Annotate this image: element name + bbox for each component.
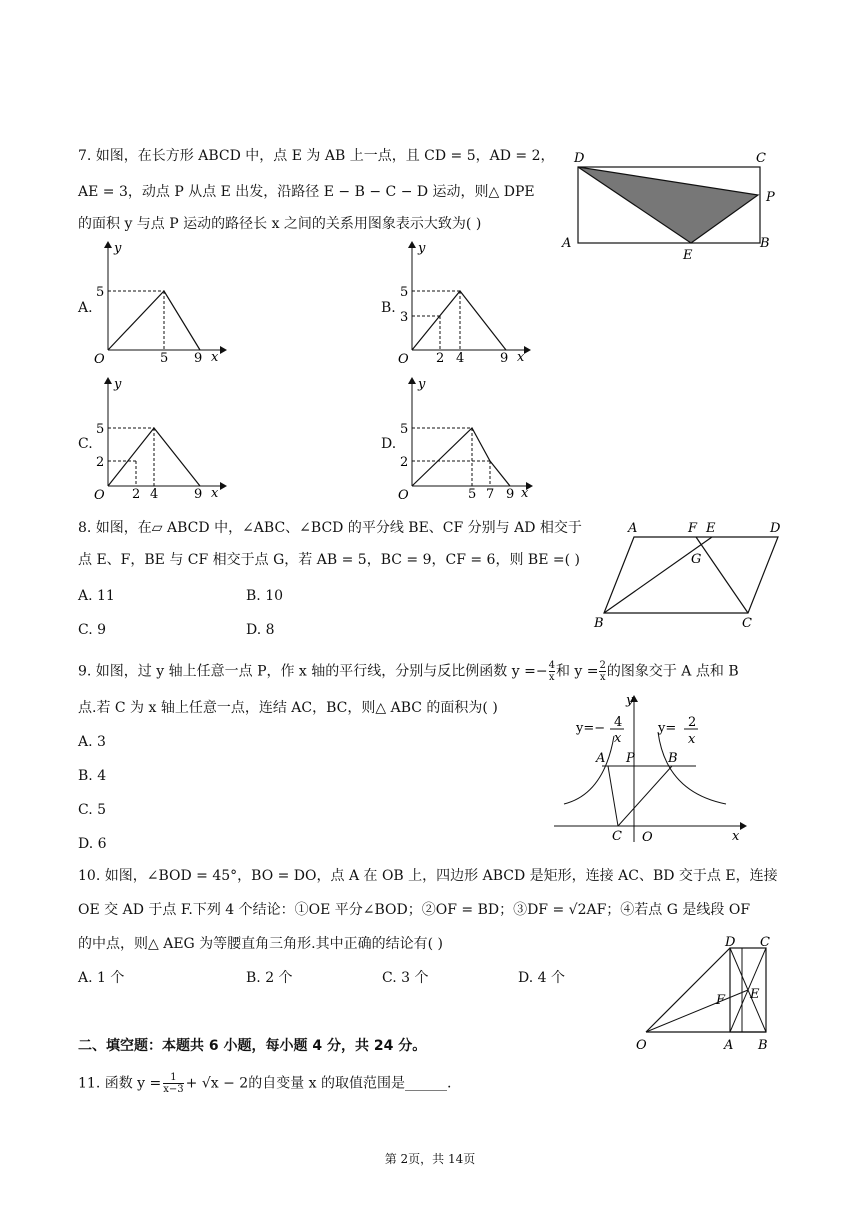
q9-option-a[interactable]: A. 3 xyxy=(78,734,106,750)
svg-text:B: B xyxy=(594,616,604,631)
svg-text:y: y xyxy=(418,241,426,256)
svg-text:3: 3 xyxy=(400,310,409,325)
svg-text:5: 5 xyxy=(96,422,105,437)
svg-text:4: 4 xyxy=(150,487,159,501)
svg-text:7: 7 xyxy=(486,487,495,501)
svg-text:5: 5 xyxy=(160,351,169,365)
svg-text:2: 2 xyxy=(96,455,105,470)
svg-text:O: O xyxy=(636,1038,647,1053)
svg-text:5: 5 xyxy=(468,487,477,501)
svg-text:x: x xyxy=(517,350,525,365)
q7-option-c-graph xyxy=(92,376,227,501)
svg-text:y: y xyxy=(626,693,634,708)
svg-text:y: y xyxy=(418,377,426,392)
svg-text:A: A xyxy=(628,521,638,536)
q10-option-c[interactable]: C. 3 个 xyxy=(382,970,429,986)
q7-option-a-label[interactable]: A. xyxy=(78,300,93,316)
svg-text:A: A xyxy=(596,751,606,766)
svg-text:9: 9 xyxy=(194,351,203,365)
q9-option-b[interactable]: B. 4 xyxy=(78,768,107,784)
svg-text:P: P xyxy=(626,751,635,766)
q10-option-a[interactable]: A. 1 个 xyxy=(78,970,125,986)
svg-text:5: 5 xyxy=(400,422,409,437)
q9-option-c[interactable]: C. 5 xyxy=(78,802,107,818)
q7-label-d: D xyxy=(574,151,585,166)
q8-line1: 8. 如图，在▱ ABCD 中，∠ABC、∠BCD 的平分线 BE、CF 分别与 AD 相交于 xyxy=(78,520,582,536)
q10-option-d[interactable]: D. 4 个 xyxy=(518,970,565,986)
svg-text:O: O xyxy=(398,352,409,365)
q7-label-e: E xyxy=(683,248,693,263)
svg-text:9: 9 xyxy=(500,351,509,365)
svg-text:5: 5 xyxy=(400,285,409,300)
q7-option-b-graph xyxy=(396,240,531,365)
svg-text:F: F xyxy=(716,993,726,1008)
svg-text:y=: y= xyxy=(658,721,677,736)
q11-line: 11. 函数 y = $\frac{1}{x-3}$ + √x − 2的自变量 x 的取值范围是______. xyxy=(78,1072,452,1095)
svg-text:C: C xyxy=(760,935,770,950)
q8-parallelogram-figure xyxy=(590,515,790,635)
q7-line3: 的面积 y 与点 P 运动的路径长 x 之间的关系用图象表示大致为( ) xyxy=(78,216,482,232)
svg-text:O: O xyxy=(94,488,105,501)
svg-text:x: x xyxy=(688,732,696,747)
q7-option-b-label[interactable]: B. xyxy=(381,300,396,316)
q8-option-a[interactable]: A. 11 xyxy=(78,588,115,604)
q7-label-a: A xyxy=(562,236,572,251)
q8-option-c[interactable]: C. 9 xyxy=(78,622,107,638)
svg-text:y: y xyxy=(114,377,122,392)
svg-text:O: O xyxy=(642,830,653,845)
svg-text:x: x xyxy=(211,486,219,501)
q10-line3: 的中点，则△ AEG 为等腰直角三角形.其中正确的结论有( ) xyxy=(78,936,444,952)
q10-option-b[interactable]: B. 2 个 xyxy=(246,970,293,986)
q8-line2: 点 E、F，BE 与 CF 相交于点 G，若 AB = 5，BC = 9，CF = 6，则 BE =( ) xyxy=(78,552,580,568)
svg-text:F: F xyxy=(688,521,698,536)
q7-label-c: C xyxy=(756,151,766,166)
svg-text:y: y xyxy=(114,241,122,256)
svg-text:x: x xyxy=(614,731,622,746)
svg-text:4: 4 xyxy=(614,715,623,730)
q7-option-d-label[interactable]: D. xyxy=(381,436,397,452)
q7-option-d-graph xyxy=(396,376,536,501)
page-footer: 第 2页，共 14页 xyxy=(384,1152,476,1166)
q8-option-d[interactable]: D. 8 xyxy=(246,622,275,638)
svg-text:y=−: y=− xyxy=(576,721,606,736)
q7-line2: AE = 3，动点 P 从点 E 出发，沿路径 E − B − C − D 运动，则△ DPE xyxy=(78,184,535,200)
svg-text:x: x xyxy=(521,486,529,501)
q9-line1: 9. 如图，过 y 轴上任意一点 P，作 x 轴的平行线，分别与反比例函数 y =− $\frac{4}{x}$ 和 y = $\frac{2}{x}$ 的图象交于 A 点和 B xyxy=(78,660,739,683)
svg-text:D: D xyxy=(770,521,781,536)
svg-text:5: 5 xyxy=(96,285,105,300)
q8-option-b[interactable]: B. 10 xyxy=(246,588,284,604)
svg-text:2: 2 xyxy=(400,455,409,470)
q7-option-a-graph xyxy=(92,240,227,365)
q10-line1: 10. 如图，∠BOD = 45°，BO = DO，点 A 在 OB 上，四边形 ABCD 是矩形，连接 AC、BD 交于点 E，连接 xyxy=(78,868,778,884)
svg-text:C: C xyxy=(742,616,752,631)
svg-text:E: E xyxy=(750,987,760,1002)
q10-rectangle-figure xyxy=(632,932,782,1057)
svg-text:2: 2 xyxy=(132,487,141,501)
q9-hyperbola-figure xyxy=(550,692,750,852)
svg-text:4: 4 xyxy=(456,351,465,365)
q7-label-b: B xyxy=(760,236,770,251)
q9-option-d[interactable]: D. 6 xyxy=(78,836,107,852)
svg-text:B: B xyxy=(758,1038,768,1053)
q7-option-c-label[interactable]: C. xyxy=(78,436,93,452)
svg-text:x: x xyxy=(732,829,740,844)
section-heading: 二、填空题：本题共 6 小题，每小题 4 分，共 24 分。 xyxy=(78,1038,427,1054)
svg-text:O: O xyxy=(94,352,105,365)
svg-text:A: A xyxy=(724,1038,734,1053)
svg-text:G: G xyxy=(691,552,702,567)
svg-text:C: C xyxy=(612,829,622,844)
svg-text:O: O xyxy=(398,488,409,501)
q10-line2: OE 交 AD 于点 F.下列 4 个结论：①OE 平分∠BOD；②OF = BD；③DF = √2AF；④若点 G 是线段 OF xyxy=(78,902,751,918)
svg-text:9: 9 xyxy=(194,487,203,501)
svg-text:x: x xyxy=(211,350,219,365)
q9-line2: 点.若 C 为 x 轴上任意一点，连结 AC，BC，则△ ABC 的面积为( ) xyxy=(78,700,498,716)
q7-rectangle-figure xyxy=(560,145,790,265)
svg-text:D: D xyxy=(725,935,736,950)
svg-text:B: B xyxy=(668,751,678,766)
q7-line1: 7. 如图，在长方形 ABCD 中，点 E 为 AB 上一点，且 CD = 5，AD = 2， xyxy=(78,148,555,164)
q7-label-p: P xyxy=(766,190,775,205)
svg-text:9: 9 xyxy=(506,487,515,501)
svg-text:E: E xyxy=(706,521,716,536)
svg-text:2: 2 xyxy=(436,351,445,365)
svg-text:2: 2 xyxy=(688,715,697,730)
